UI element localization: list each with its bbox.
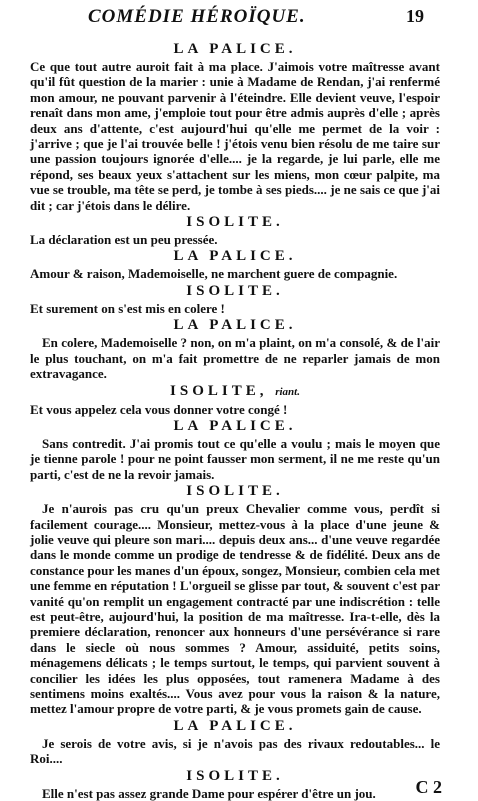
speech: Et vous appelez cela vous donner votre congé ! [30,401,288,417]
running-title: COMÉDIE HÉROÏQUE. [88,6,306,27]
speaker-name: LA PALICE. [173,317,297,334]
speaker-name: ISOLITE. [186,767,284,784]
speaker-name: LA PALICE. [173,41,297,57]
speech: Je serois de votre avis, si je n'avois pas des rivaux redoutables... le Roi.... [30,735,440,767]
stage-direction: riant. [275,385,300,398]
speaker-name: LA PALICE. [173,417,297,434]
speaker-name: LA PALICE. [173,717,297,734]
signature-mark: C 2 [415,777,442,797]
speaker-name: ISOLITE. [186,214,284,231]
speaker-name: ISOLITE. [186,282,284,299]
speaker-label: ISOLITE, [170,382,268,399]
speech: Ce que tout autre auroit fait à ma place. J'aimois votre maîtresse avant qu'il fût question de la marier : unie à Madame de Rendan, j'ai renfermé mon amour, ne pouvant parvenir à l'éteindre. Elle devient veuve, l'espoir renaît dans mon ame, j'emploie tout pour être admis auprès d'elle ; après deux ans d'attente, c'est aujourd'hui qu'elle me permet de la voir : j'arrive ; que je l'ai trouvée belle ! j'étois venu bien résolu de me taire sur une passion toujours ignorée d'elle.... je la regarde, je lui parle, elle me répond, ses beaux yeux s'attachent sur les miens, mon cœur palpite, ma vue se trouble, ma tête se perd, je tombe à ses pieds.... je ne sais ce que j'ai dit ; car j'étois dans le délire. [30,59,440,213]
speech: Je n'aurois pas cru qu'un preux Chevalier comme vous, perdît si facilement courage.... Monsieur, mettez-vous à la place d'une jeune & jolie veuve qui pleure son mari.... depuis deux ans... d'une veuve regardée dans le monde comme un prodige de tendresse & de fidélité. Deux ans de constance pour les manes d'un époux, songez, Monsieur, combien cela met une femme en réputation ! L'orgueil se glisse par tout, & souvent c'est par vanité qu'on remplit un engagement contracté par une indiscrétion : telle est peut-être, aujourd'hui, la position de ma maîtresse. Ira-t-elle, dès la premiere déclaration, renoncer aux honneurs d'une persévérance si rare dans le siecle où nous sommes ? Amour, assiduité, petits soins, ménagemens délicats ; le temps surtout, le temps, qui parvient souvent à concilier les idées les plus opposées, tout ramenera Madame à des sentimens moins exaltés.... Vous avez pour vous la raison & la nature, mettez l'amour propre de votre parti, & je vous promets gain de cause. [30,501,440,717]
speech: Et surement on s'est mis en colere ! [30,300,225,316]
running-head [0,4,478,30]
page-number: 19 [406,6,424,26]
speaker-name: ISOLITE. [186,483,284,500]
speech: La déclaration est un peu pressée. [30,232,218,248]
speech: Sans contredit. J'ai promis tout ce qu'elle a voulu ; mais le moyen que je tienne parole ! pour ne point fausser mon serment, il ne me reste qu'un parti, c'est de ne la revoir jamais. [30,435,440,482]
speech: Elle n'est pas assez grande Dame pour espérer d'être un jou. [42,785,376,801]
speaker-name [30,383,440,401]
speaker-name: LA PALICE. [173,248,297,265]
text-block [30,40,440,801]
speech: En colere, Mademoiselle ? non, on m'a plaint, on m'a consolé, & de l'air le plus touchant, on m'a fait promettre de ne reparler jamais de mon extravagance. [30,335,440,382]
speech: Amour & raison, Mademoiselle, ne marchent guere de compagnie. [30,266,398,282]
